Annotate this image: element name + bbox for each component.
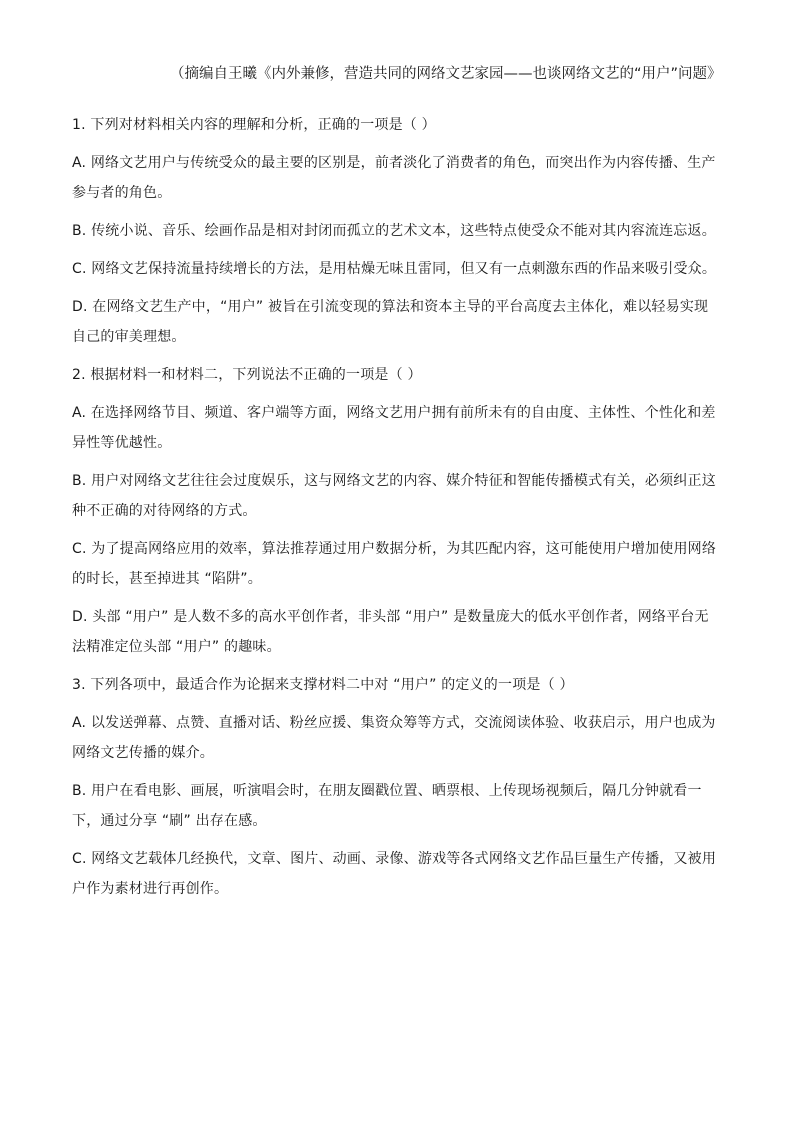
question-3 bbox=[72, 670, 722, 904]
question-2 bbox=[72, 360, 722, 662]
source-citation: （摘编自王曦《内外兼修，营造共同的网络文艺家园——也谈网络文艺的“用户”问题》 bbox=[170, 66, 722, 82]
option-d: D. 头部 “用户” 是人数不多的高水平创作者，非头部 “用户” 是数量庞大的低水平创作者，网络平台无法精准定位头部 “用户” 的趣味。 bbox=[72, 609, 709, 655]
option-a: A. 在选择网络节目、频道、客户端等方面，网络文艺用户拥有前所未有的自由度、主体性、个性化和差异性等优越性。 bbox=[72, 405, 716, 451]
question-stem: 1. 下列对材料相关内容的理解和分析，正确的一项是（ ） bbox=[72, 117, 436, 133]
option-c: C. 网络文艺载体几经换代，文章、图片、动画、录像、游戏等各式网络文艺作品巨量生产传播，又被用户作为素材进行再创作。 bbox=[72, 851, 717, 897]
option-b: B. 传统小说、音乐、绘画作品是相对封闭而孤立的艺术文本，这些特点使受众不能对其内容流连忘返。 bbox=[72, 223, 716, 239]
option-b: B. 用户在看电影、画展，听演唱会时，在朋友圈戳位置、晒票根、上传现场视频后，隔几分钟就看一下，通过分享 “刷” 出存在感。 bbox=[72, 783, 702, 829]
option-b: B. 用户对网络文艺往往会过度娱乐，这与网络文艺的内容、媒介特征和智能传播模式有关，必须纠正这种不正确的对待网络的方式。 bbox=[72, 473, 716, 519]
option-a: A. 以发送弹幕、点赞、直播对话、粉丝应援、集资众筹等方式，交流阅读体验、收获启示，用户也成为网络文艺传播的媒介。 bbox=[72, 715, 716, 761]
option-a: A. 网络文艺用户与传统受众的最主要的区别是，前者淡化了消费者的角色，而突出作为内容传播、生产参与者的角色。 bbox=[72, 155, 716, 201]
question-list bbox=[72, 110, 722, 912]
option-d: D. 在网络文艺生产中，“用户” 被旨在引流变现的算法和资本主导的平台高度去主体化，难以轻易实现自己的审美理想。 bbox=[72, 299, 709, 345]
option-c: C. 为了提高网络应用的效率，算法推荐通过用户数据分析，为其匹配内容，这可能使用户增加使用网络的时长，甚至掉进其 “陷阱”。 bbox=[72, 541, 717, 587]
question-stem: 2. 根据材料一和材料二，下列说法不正确的一项是（ ） bbox=[72, 367, 422, 383]
question-1 bbox=[72, 110, 722, 352]
question-stem: 3. 下列各项中，最适合作为论据来支撑材料二中对 “用户” 的定义的一项是（ ） bbox=[72, 677, 574, 693]
option-c: C. 网络文艺保持流量持续增长的方法，是用枯燥无味且雷同，但又有一点刺激东西的作品来吸引受众。 bbox=[72, 261, 717, 277]
